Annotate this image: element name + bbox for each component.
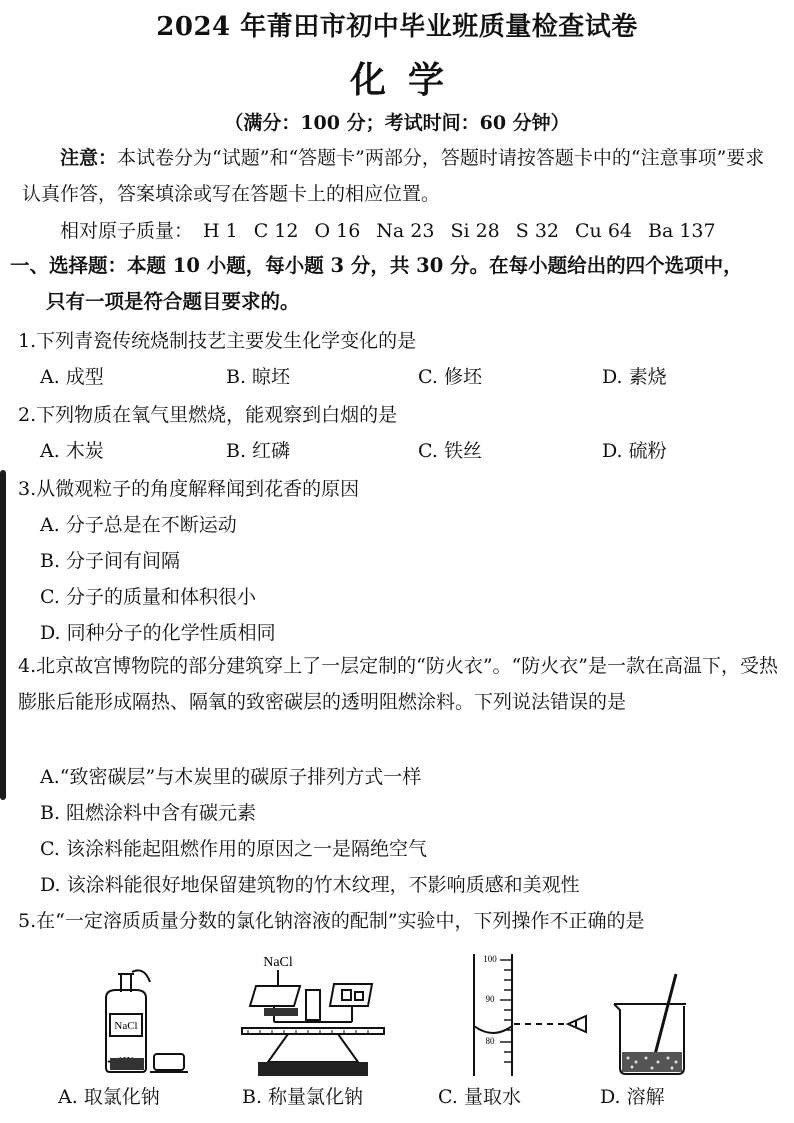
exam-meta: （满分：100 分；考试时间：60 分钟） <box>224 112 570 134</box>
atomic-mass-item: H 1 <box>203 220 238 242</box>
option-b: B. 晾坯 <box>226 366 291 388</box>
option-a: A. 成型 <box>40 366 104 388</box>
figure-b-balance <box>238 950 388 1080</box>
notice-text: 本试卷分为“试题”和“答题卡”两部分，答题时请按答题卡中的“注意事项”要求认真作答，答案填涂或写在答题卡上的相应位置。 <box>22 147 765 205</box>
figure-a-caption: A. 取氯化钠 <box>58 1086 160 1108</box>
option-b: B. 阻燃涂料中含有碳元素 <box>40 802 257 824</box>
atomic-mass-item: O 16 <box>314 220 361 242</box>
option-c: C. 分子的质量和体积很小 <box>40 586 256 608</box>
figure-a-reagent-bottle <box>88 968 198 1080</box>
option-b: B. 红磷 <box>226 440 291 462</box>
option-d: D. 素烧 <box>602 366 667 388</box>
option-c: C. 铁丝 <box>418 440 482 462</box>
atomic-mass-item: Cu 64 <box>575 220 632 242</box>
option-b: B. 分子间有间隔 <box>40 550 181 572</box>
atomic-mass-item: C 12 <box>253 220 299 242</box>
figure-c-caption: C. 量取水 <box>438 1086 521 1108</box>
balance-label: NaCl <box>263 955 293 970</box>
question-4-stem: 4.北京故宫博物院的部分建筑穿上了一层定制的“防火衣”。“防火衣”是一款在高温下，受热膨胀后能形成隔热、隔氧的致密碳层的透明阻燃涂料。下列说法错误的是 <box>18 655 778 713</box>
figure-b-caption: B. 称量氯化钠 <box>242 1086 364 1108</box>
notice-label: 注意： <box>60 147 118 169</box>
section-heading <box>10 248 785 320</box>
tick-label-100: 100 <box>483 954 497 964</box>
atomic-mass-line <box>60 216 732 243</box>
option-a: A. 分子总是在不断运动 <box>40 514 237 536</box>
option-d: D. 同种分子的化学性质相同 <box>40 622 276 644</box>
option-c: C. 该涂料能起阻燃作用的原因之一是隔绝空气 <box>40 838 427 860</box>
figure-d-caption: D. 溶解 <box>600 1086 665 1108</box>
atomic-mass-item: S 32 <box>515 220 559 242</box>
option-d: D. 该涂料能很好地保留建筑物的竹木纹理，不影响质感和美观性 <box>40 874 580 896</box>
option-c: C. 修坯 <box>418 366 482 388</box>
bottle-label: NaCl <box>114 1020 138 1032</box>
subject-title: 化学 <box>349 59 466 101</box>
exam-title: 2024 年莆田市初中毕业班质量检查试卷 <box>156 12 638 42</box>
atomic-mass-item: Ba 137 <box>648 220 716 242</box>
atomic-mass-item: Na 23 <box>376 220 435 242</box>
tick-label-80: 80 <box>485 1036 495 1046</box>
tick-label-90: 90 <box>485 994 495 1004</box>
question-5-stem: 5.在“一定溶质质量分数的氯化钠溶液的配制”实验中，下列操作不正确的是 <box>18 910 645 932</box>
option-a: A.“致密碳层”与木炭里的碳原子排列方式一样 <box>40 766 422 788</box>
option-d: D. 硫粉 <box>602 440 667 462</box>
section-heading-line1: 一、选择题：本题 10 小题，每小题 3 分，共 30 分。在每小题给出的四个选项中， <box>10 254 743 277</box>
atomic-mass-item: Si 28 <box>450 220 500 242</box>
question-1-options <box>40 362 740 392</box>
option-a: A. 木炭 <box>40 440 104 462</box>
section-heading-line2: 只有一项是符合题目要求的。 <box>46 290 300 313</box>
notice <box>22 140 782 212</box>
question-2-options <box>40 436 740 466</box>
question-2-stem: 2.下列物质在氧气里燃烧，能观察到白烟的是 <box>18 404 398 426</box>
scan-edge-shadow <box>0 470 6 800</box>
figure-d-beaker <box>606 970 706 1080</box>
question-3-stem: 3.从微观粒子的角度解释闻到花香的原因 <box>18 478 360 500</box>
figure-c-graduated-cylinder <box>460 950 600 1080</box>
atomic-mass-label: 相对原子质量： <box>60 220 194 242</box>
question-1-stem: 1.下列青瓷传统烧制技艺主要发生化学变化的是 <box>18 330 417 352</box>
